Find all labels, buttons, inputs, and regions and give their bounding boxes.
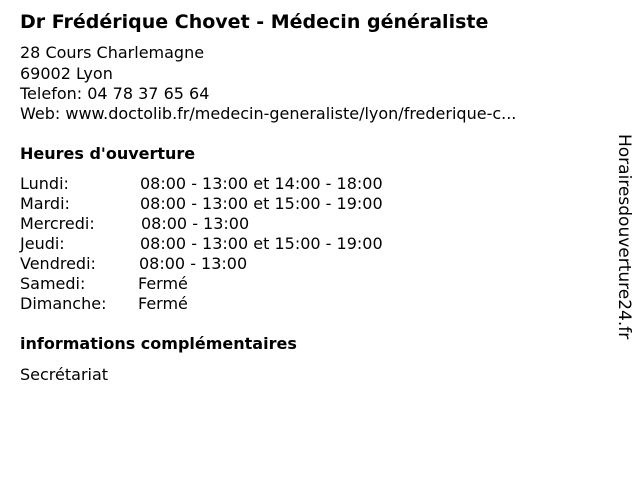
info-section-text: Secrétariat [20, 365, 109, 384]
day-label: Samedi: [20, 274, 86, 293]
day-label: Lundi: [20, 174, 69, 193]
hours-value: 08:00 - 13:00 [139, 254, 248, 273]
hours-value: 08:00 - 13:00 et 15:00 - 19:00 [140, 234, 383, 253]
website-url: Web: www.doctolib.fr/medecin-generaliste/lyon/frederique-c... [20, 104, 517, 123]
hours-value: Fermé [138, 274, 188, 293]
address-city: 69002 Lyon [20, 64, 113, 83]
day-label: Dimanche: [20, 294, 107, 313]
hours-value: 08:00 - 13:00 et 14:00 - 18:00 [140, 174, 383, 193]
site-watermark: Horairesdouverture24.fr [614, 134, 634, 340]
info-section-title: informations complémentaires [20, 334, 297, 353]
hours-section-title: Heures d'ouverture [20, 144, 196, 163]
page-title: Dr Frédérique Chovet - Médecin généraliste [20, 11, 489, 33]
phone-number: Telefon: 04 78 37 65 64 [20, 84, 210, 103]
hours-value: 08:00 - 13:00 et 15:00 - 19:00 [140, 194, 383, 213]
hours-value: 08:00 - 13:00 [141, 214, 250, 233]
hours-value: Fermé [138, 294, 188, 313]
day-label: Mardi: [20, 194, 70, 213]
address-street: 28 Cours Charlemagne [20, 43, 205, 62]
day-label: Vendredi: [20, 254, 96, 273]
day-label: Mercredi: [20, 214, 95, 233]
day-label: Jeudi: [20, 234, 65, 253]
